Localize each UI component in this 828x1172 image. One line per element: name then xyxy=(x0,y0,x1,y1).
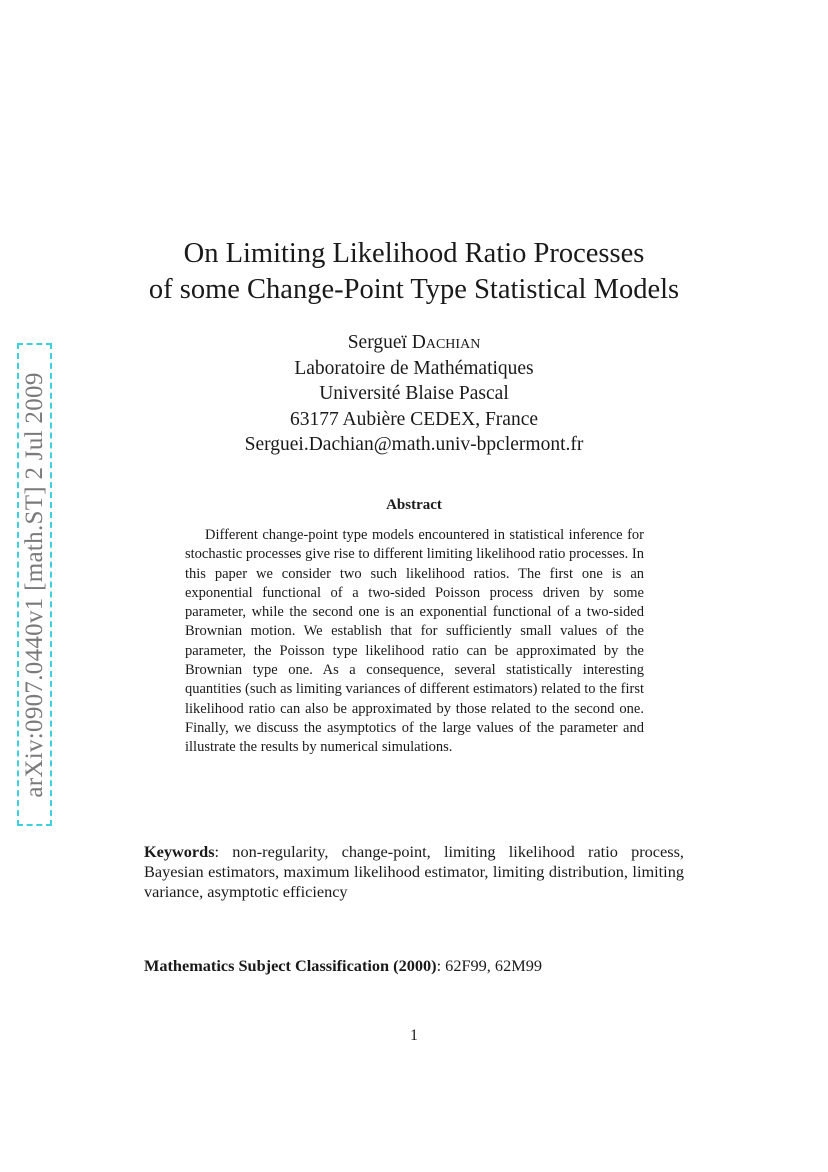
author-first-name: Sergueï xyxy=(347,332,407,353)
paper-title xyxy=(100,236,728,308)
affiliation-address: 63177 Aubière CEDEX, France xyxy=(289,408,539,430)
title-line-1: On Limiting Likelihood Ratio Processes xyxy=(183,238,645,269)
msc-text: : 62F99, 62M99 xyxy=(436,956,542,975)
author-block xyxy=(150,330,678,458)
title-line-2: of some Change-Point Type Statistical Models xyxy=(148,274,680,305)
author-last-name: Dachian xyxy=(411,332,481,353)
keywords xyxy=(144,842,684,902)
page-number: 1 xyxy=(410,1027,418,1044)
author-email: Serguei.Dachian@math.univ-bpclermont.fr xyxy=(244,434,584,455)
abstract-text: Different change-point type models encountered in statistical inference for stochastic processes give rise to different limiting likelihood ratio processes. In this paper we consider two such likelihood ratios. The first one is an exponential functional of a two-sided Poisson process driven by some parameter, while the second one is an exponential functional of a two-sided Brownian motion. We establish that for sufficiently small values of the parameter, the Poisson type likelihood ratio can be approximated by the Brownian type one. As a consequence, several statistically interesting quantities (such as limiting variances of different estimators) related to the first likelihood ratio can also be approximated by those related to the second one. Finally, we discuss the asymptotics of the large values of the parameter and illustrate the results by numerical simulations. xyxy=(185,527,644,756)
msc-classification xyxy=(144,956,684,976)
affiliation-university: Université Blaise Pascal xyxy=(319,383,509,404)
affiliation-lab: Laboratoire de Mathématiques xyxy=(294,357,534,379)
keywords-label: Keywords xyxy=(144,842,215,861)
msc-label: Mathematics Subject Classification (2000) xyxy=(144,956,437,975)
arxiv-identifier: arXiv:0907.0440v1 [math.ST] 2 Jul 2009 xyxy=(20,371,48,798)
author-name xyxy=(150,330,678,356)
abstract-heading: Abstract xyxy=(386,497,442,513)
arxiv-stamp xyxy=(17,343,52,826)
keywords-text: : non-regularity, change-point, limiting likelihood ratio process, Bayesian estimators, maximum likelihood estimator, limiting distribution, limiting variance, asymptotic efficiency xyxy=(144,842,684,901)
